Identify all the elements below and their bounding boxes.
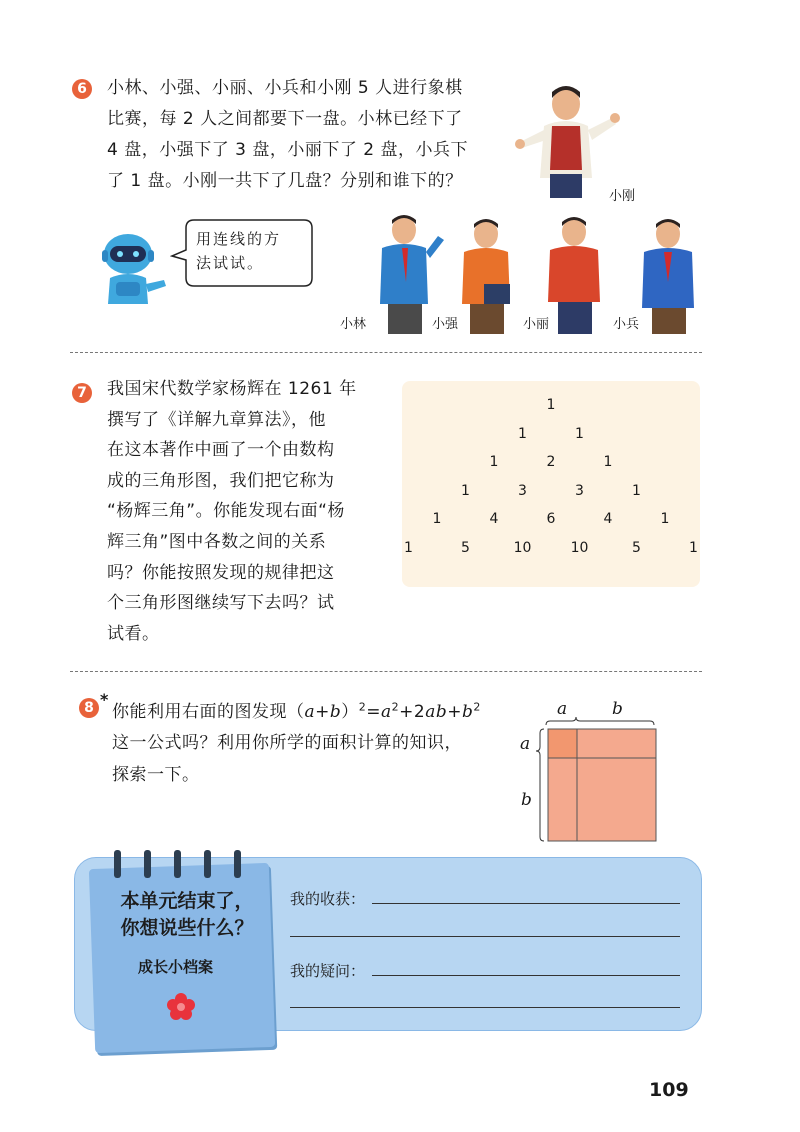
gain-line-1[interactable]: [372, 903, 680, 904]
triangle-number: 3: [575, 482, 584, 499]
gain-line-2[interactable]: [290, 936, 680, 937]
var-b: b: [329, 702, 342, 722]
triangle-number: 6: [546, 511, 556, 527]
q7-line-5: “杨辉三角”。你能发现右面“杨: [107, 501, 345, 522]
equals: =: [366, 702, 382, 722]
q7-line-3: 在这本著作中画了一个由数构: [107, 440, 335, 461]
doubt-label: 我的疑问：: [290, 962, 366, 980]
var-ab: ab: [425, 702, 448, 722]
page-number: 109: [649, 1079, 689, 1101]
robot-hint-text: [196, 227, 281, 275]
question-8-star: *: [100, 690, 109, 709]
triangle-number: 3: [518, 482, 527, 499]
exp-2: 2: [391, 700, 400, 714]
q7-line-9: 试看。: [107, 623, 160, 644]
triangle-number: 1: [575, 425, 584, 442]
plus-3: +: [447, 702, 463, 722]
triangle-number: 1: [660, 511, 670, 527]
triangle-number: 1: [432, 511, 442, 527]
q8-line-3: 探索一下。: [112, 765, 200, 785]
plus-1: +: [315, 702, 330, 722]
growth-question-line-2: 你想说些什么？: [120, 917, 254, 939]
q8-text-a: 你能利用右面的图发现（: [112, 702, 305, 722]
diagram-label-a-left: a: [520, 734, 531, 754]
triangle-number: 1: [603, 454, 613, 470]
paren-close: ）: [341, 702, 359, 722]
triangle-number: 1: [632, 482, 641, 499]
var-b2: b: [462, 702, 474, 722]
triangle-number: 10: [513, 539, 532, 556]
yanghui-triangle-panel: [402, 381, 700, 587]
triangle-number: 1: [461, 482, 470, 499]
divider-2: [70, 671, 702, 672]
growth-question: [108, 888, 266, 942]
question-8-text: [112, 727, 462, 791]
question-6-number: 6: [72, 79, 92, 99]
triangle-number: 4: [603, 511, 613, 527]
q7-line-7: 吗？你能按照发现的规律把这: [107, 562, 335, 583]
var-a2: a: [381, 702, 392, 722]
label-xiaolin: 小林: [340, 317, 367, 332]
triangle-number: 1: [518, 425, 527, 442]
divider-1: [70, 352, 702, 353]
question-7-number: 7: [72, 383, 92, 403]
question-8-number: 8: [79, 698, 99, 718]
square-diagram: [536, 715, 662, 847]
doubt-line-1[interactable]: [372, 975, 680, 976]
triangle-number: 5: [632, 539, 641, 556]
question-8-line-1: [112, 697, 481, 722]
diagram-label-b-left: b: [521, 790, 532, 810]
triangle-number: 2: [546, 454, 556, 470]
q7-line-1: 我国宋代数学家杨辉在 1261 年: [107, 379, 357, 399]
xiaogang-illustration: [512, 78, 622, 200]
q7-line-2: 撰写了《详解九章算法》，他: [107, 409, 326, 430]
triangle-number: 1: [689, 539, 698, 556]
growth-title: 成长小档案: [138, 958, 214, 976]
diagram-label-b-top: b: [612, 699, 623, 719]
growth-question-line-1: 本单元结束了，: [120, 890, 254, 912]
robot-icon: [96, 228, 168, 310]
var-a: a: [304, 702, 316, 722]
exp-3: 2: [473, 700, 481, 714]
q6-line-4: 了 1 盘。小刚一共下了几盘？分别和谁下的？: [107, 171, 463, 191]
q7-line-8: 个三角形图继续写下去吗？试: [107, 593, 335, 614]
label-xiaobing: 小兵: [613, 317, 640, 332]
question-6-text: [107, 73, 468, 197]
label-xiaoli: 小丽: [523, 317, 550, 332]
label-xiaogang: 小刚: [609, 189, 636, 204]
gain-label: 我的收获：: [290, 890, 366, 908]
doubt-line-2[interactable]: [290, 1007, 680, 1008]
exp-1: 2: [358, 700, 367, 714]
hint-line-1: 用连线的方: [196, 230, 282, 248]
plus-2ab: +2: [399, 702, 426, 722]
triangle-number: 5: [461, 539, 470, 556]
notebook-rings: [112, 850, 262, 880]
triangle-number: 1: [546, 397, 556, 413]
q8-line-2: 这一公式吗？利用你所学的面积计算的知识，: [112, 733, 462, 753]
hint-line-2: 法试试。: [196, 254, 265, 272]
flower-icon: [166, 992, 196, 1022]
diagram-label-a-top: a: [557, 699, 568, 719]
q7-line-4: 成的三角形图，我们把它称为: [107, 470, 335, 491]
q6-line-1: 小林、小强、小丽、小兵和小刚 5 人进行象棋: [107, 78, 463, 98]
q7-line-6: 辉三角”图中各数之间的关系: [107, 531, 327, 552]
q6-line-3: 4 盘，小强下了 3 盘，小丽下了 2 盘，小兵下: [107, 140, 468, 160]
triangle-number: 1: [404, 539, 413, 556]
triangle-number: 10: [570, 539, 589, 556]
triangle-number: 4: [489, 511, 499, 527]
triangle-number: 1: [489, 454, 499, 470]
label-xiaoqiang: 小强: [432, 317, 459, 332]
q6-line-2: 比赛，每 2 人之间都要下一盘。小林已经下了: [107, 109, 463, 129]
question-7-text: [107, 374, 357, 649]
